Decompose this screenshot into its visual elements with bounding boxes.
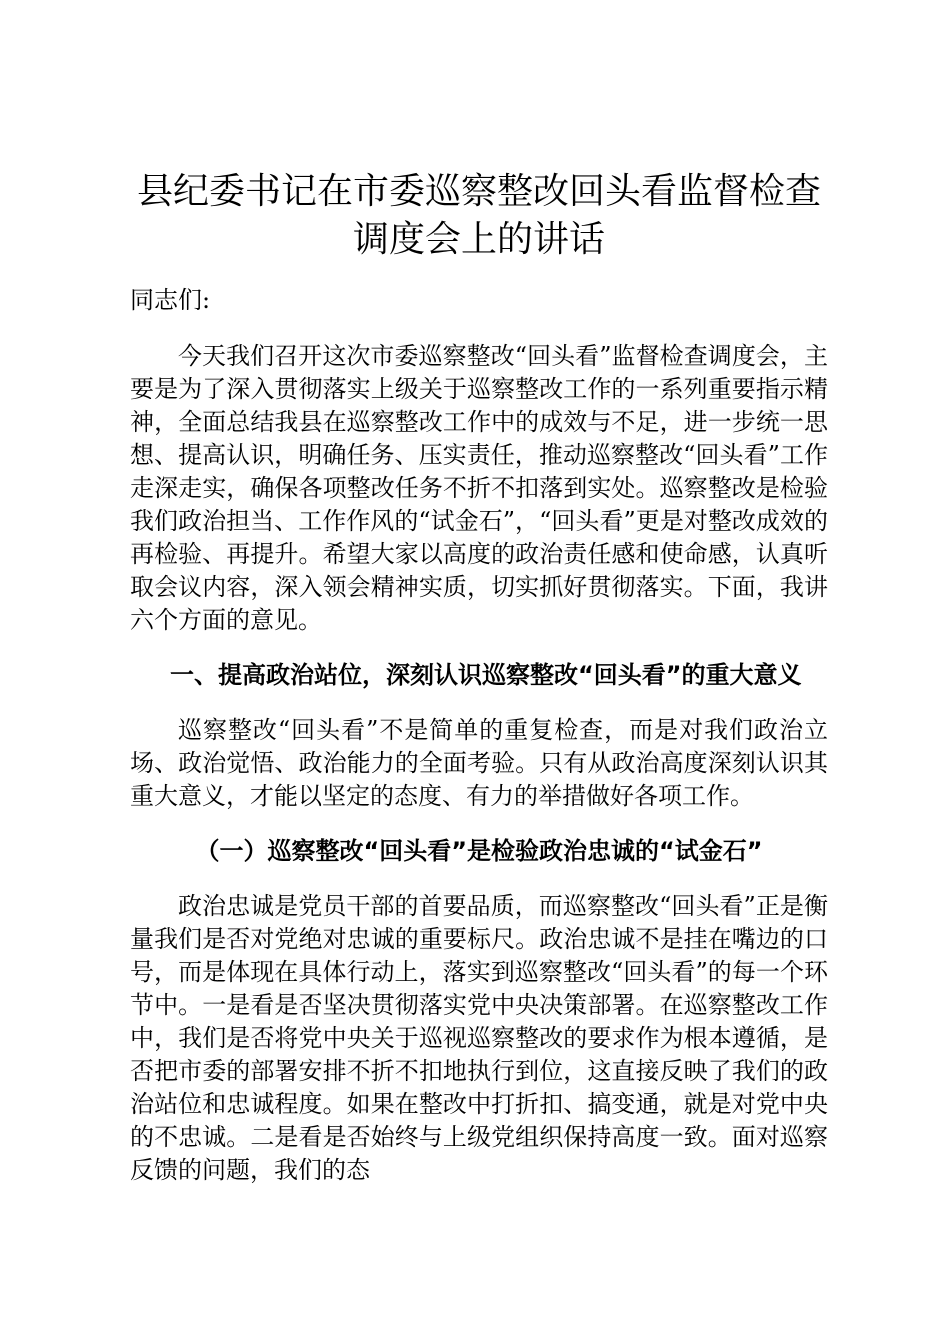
subsection-heading-1: （一）巡察整改“回头看”是检验政治忠诚的“试金石” [195,837,763,865]
section-heading-1: 一、提高政治站位，深刻认识巡察整改“回头看”的重大意义 [170,661,802,689]
salutation: 同志们: [130,286,211,314]
subsection-1-paragraph: 政治忠诚是党员干部的首要品质，而巡察整改“回头看”正是衡量我们是否对党绝对忠诚的重要标尺。政治忠诚不是挂在嘴边的口号，而是体现在具体行动上，落实到巡察整改“回头看”的每一个环节中。一是看是否坚决贯彻落实党中央决策部署。在巡察整改工作中，我们是否将党中央关于巡视巡察整改的要求作为根本遵循，是否把市委的部署安排不折不扣地执行到位，这直接反映了我们的政治站位和忠诚程度。如果在整改中打折扣、搞变通，就是对党中央的不忠诚。二是看是否始终与上级党组织保持高度一致。面对巡察反馈的问题，我们的态 [130,892,828,1184]
section-1-paragraph: 巡察整改“回头看”不是简单的重复检查，而是对我们政治立场、政治觉悟、政治能力的全面考验。只有从政治高度深刻认识其重大意义，才能以坚定的态度、有力的举措做好各项工作。 [130,716,828,810]
document-page [130,168,828,1187]
intro-paragraph: 今天我们召开这次市委巡察整改“回头看”监督检查调度会，主要是为了深入贯彻落实上级关于巡察整改工作的一系列重要指示精神，全面总结我县在巡察整改工作中的成效与不足，进一步统一思想、提高认识，明确任务、压实责任，推动巡察整改“回头看”工作走深走实，确保各项整改任务不折不扣落到实处。巡察整改是检验我们政治担当、工作作风的“试金石”，“回头看”更是对整改成效的再检验、再提升。希望大家以高度的政治责任感和使命感，认真听取会议内容，深入领会精神实质，切实抓好贯彻落实。下面，我讲六个方面的意见。 [130,342,828,634]
document-title: 县纪委书记在市委巡察整改回头看监督检查调度会上的讲话 [136,171,821,260]
